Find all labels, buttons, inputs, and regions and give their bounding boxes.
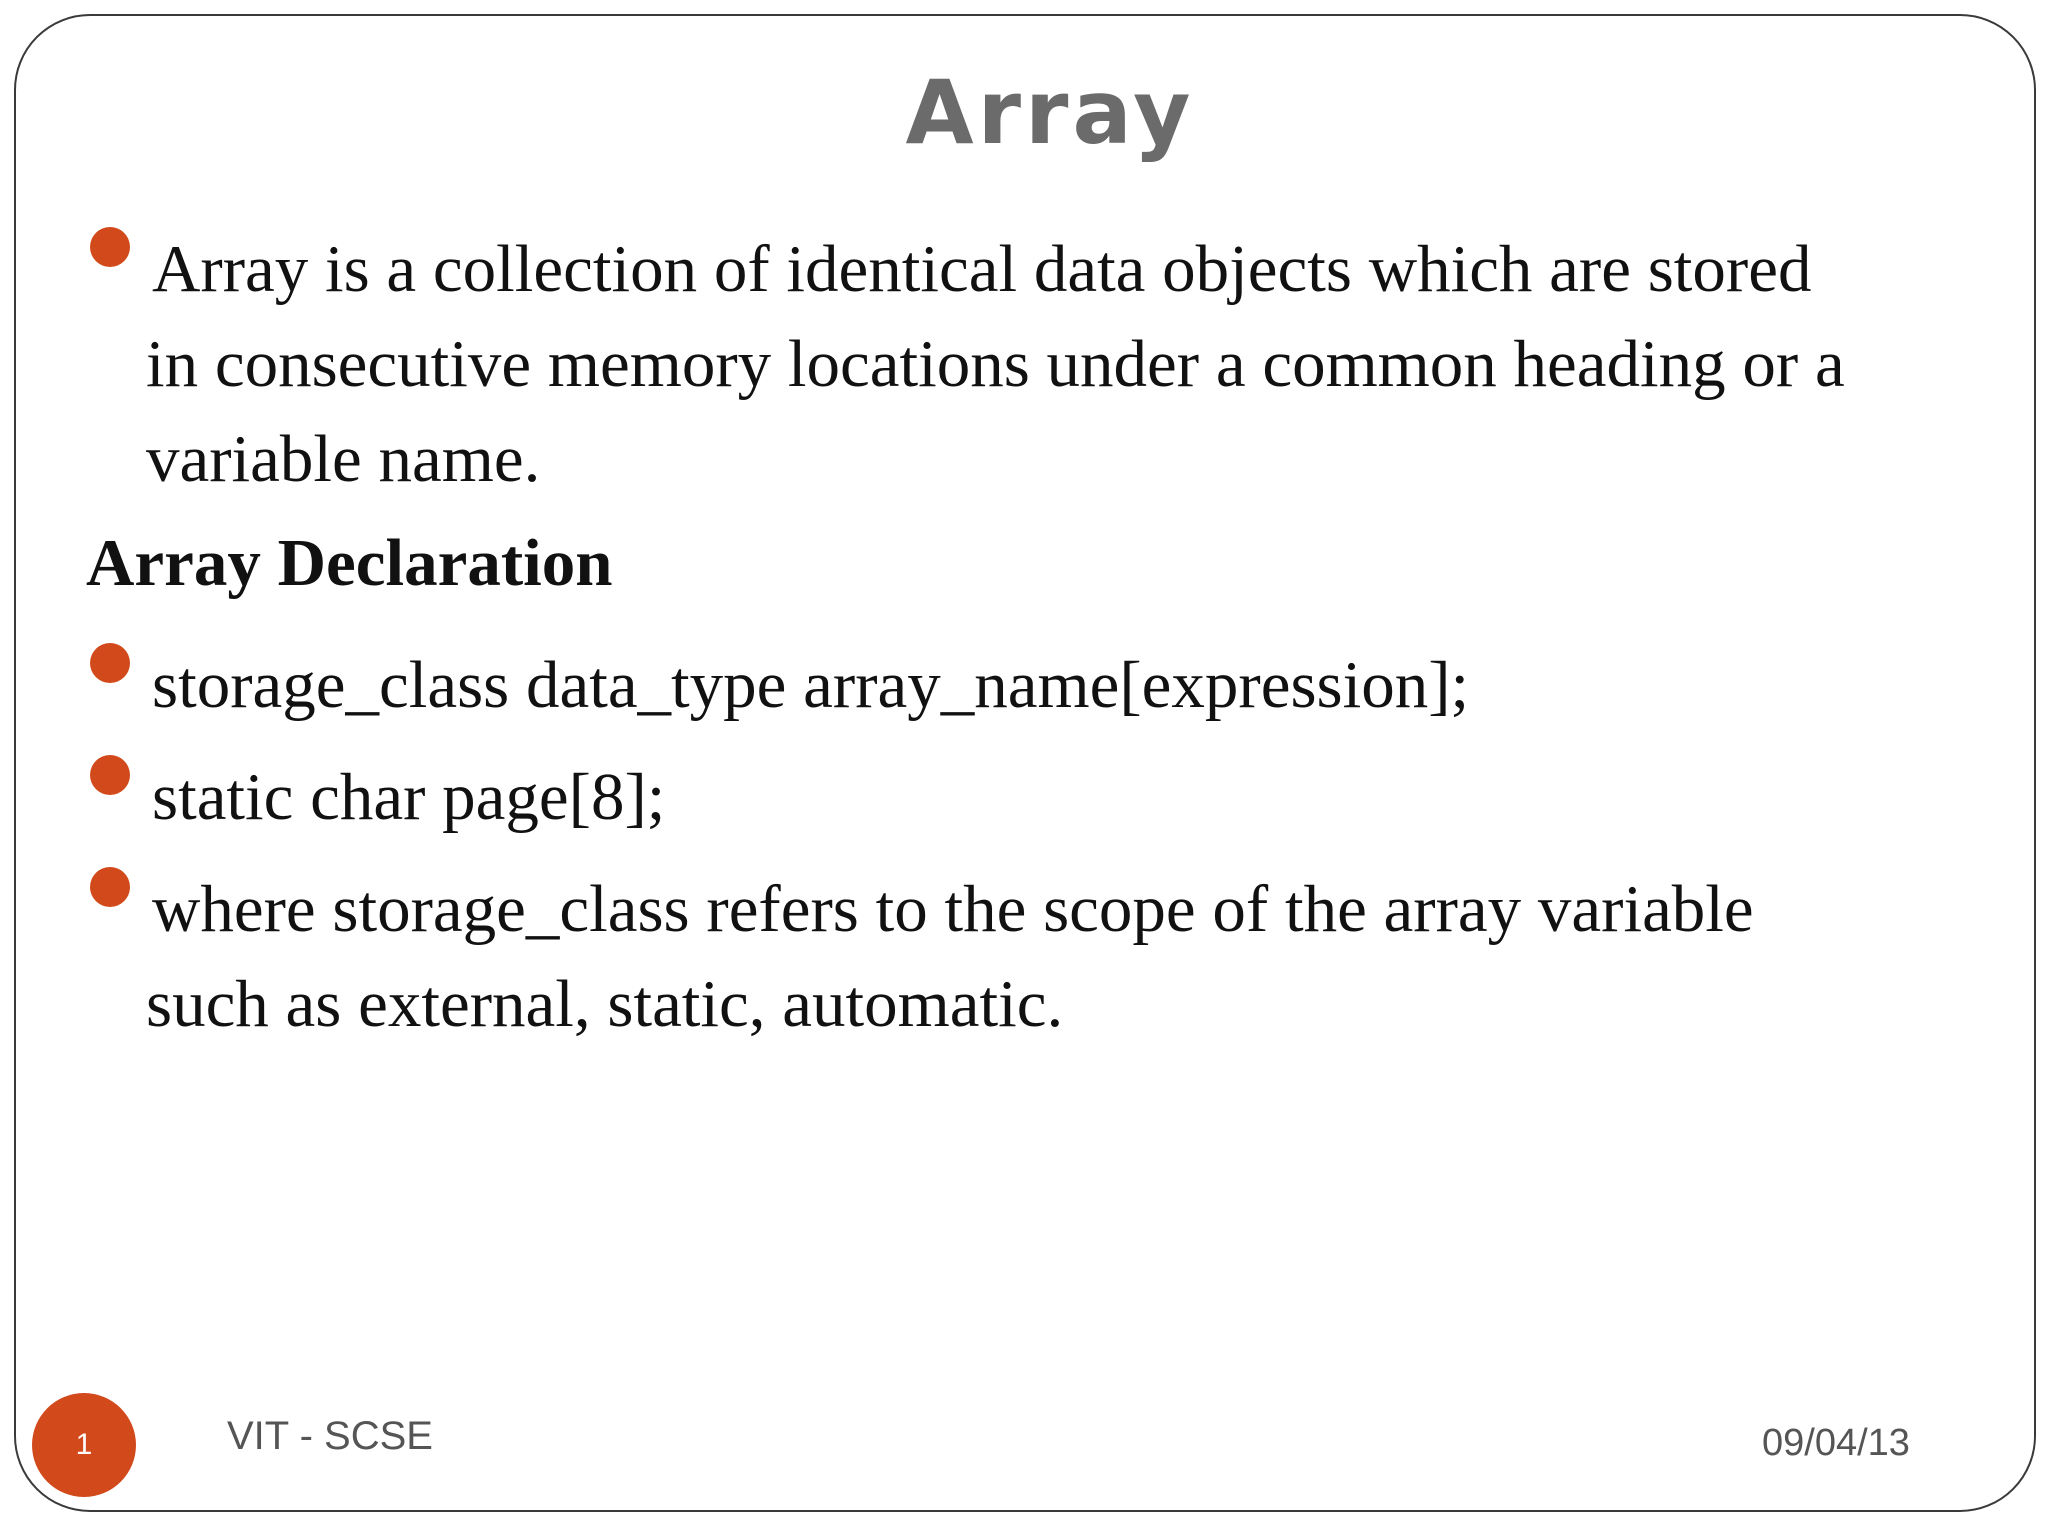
bullet-line: variable name. bbox=[146, 422, 541, 496]
bullet-dot-icon bbox=[90, 867, 130, 907]
footer-left-text: VIT - SCSE bbox=[227, 1414, 433, 1458]
slide-title: Array bbox=[905, 61, 1195, 164]
bullet-line: Array is a collection of identical data objects which are stored bbox=[152, 232, 1812, 306]
bullet-line: where storage_class refers to the scope of the array variable bbox=[152, 872, 1754, 946]
section-heading: Array Declaration bbox=[86, 526, 613, 600]
bullet-line: static char page[8]; bbox=[152, 760, 666, 834]
footer-date: 09/04/13 bbox=[1762, 1422, 1910, 1464]
bullet-line: storage_class data_type array_name[expression]; bbox=[152, 648, 1470, 722]
bullet-dot-icon bbox=[90, 227, 130, 267]
bullet-dot-icon bbox=[90, 643, 130, 683]
page-number: 1 bbox=[75, 1428, 93, 1461]
bullet-line: in consecutive memory locations under a common heading or a bbox=[146, 327, 1845, 401]
page-number-badge bbox=[32, 1393, 136, 1497]
bullet-line: such as external, static, automatic. bbox=[146, 967, 1064, 1041]
bullet-dot-icon bbox=[90, 755, 130, 795]
